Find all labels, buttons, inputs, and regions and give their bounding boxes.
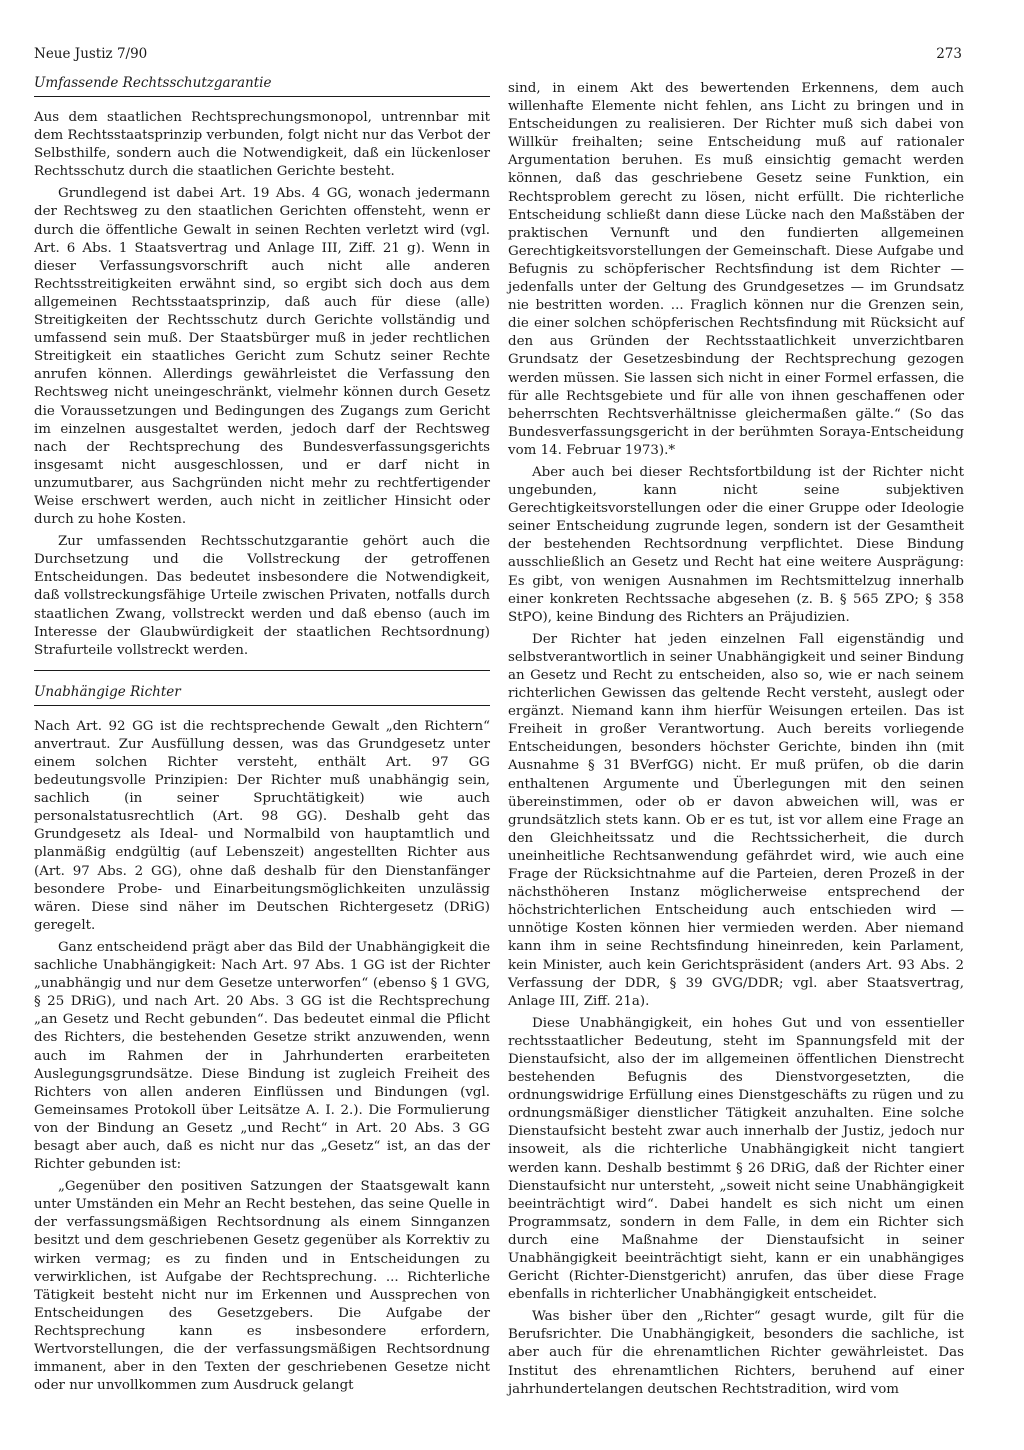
- block-quote: „Gegenüber den positiven Satzungen der Staatsgewalt kann unter Umständen ein Mehr an Recht bestehen, das seine Quelle in der verfassungsmäßigen Rechtsordnung als einem Sinnganzen besitzt und dem geschriebenen Gesetz gegenüber als Korrektiv zu wirken vermag; es zu finden und in Entscheidungen zu verwirklichen, ist Aufgabe der Rechtsprechung. ... Richterliche Tätigkeit besteht nicht nur im Erkennen und Aussprechen von Entscheidungen des Gesetzgebers. Die Aufgabe der Rechtsprechung kann es insbesondere erfordern, Wertvorstellungen, die der verfassungsmäßigen Rechtsordnung immanent, aber in den Texten der geschriebenen Gesetze nicht oder nur unvollkommen zum Ausdruck gelangt: [34, 1179, 490, 1394]
- page-header: [34, 46, 962, 62]
- paragraph: Ganz entscheidend prägt aber das Bild der Unabhängigkeit die sachliche Unabhängigkeit: Nach Art. 97 Abs. 1 GG ist der Richter „unabhängig und nur dem Gesetze unterworfen“ (ebenso § 1 GVG, § 25 DRiG), und nach Art. 20 Abs. 3 GG ist die Rechtsprechung „an Gesetz und Recht gebunden“. Das bedeutet einmal die Pflicht des Richters, die bestehenden Gesetze strikt anzuwenden, wenn auch im Rahmen der in Jahrhunderten erarbeiteten Auslegungsgrundsätze. Diese Bindung ist zugleich Freiheit des Richters von allen anderen Einflüssen und Bindungen (vgl. Gemeinsames Protokoll über Leitsätze A. I. 2.). Die Formulierung von der Bindung an Gesetz „und Recht“ in Art. 20 Abs. 3 GG besagt aber auch, daß es nicht nur das „Gesetz“ ist, an das der Richter gebunden ist:: [34, 939, 490, 1173]
- paragraph: Zur umfassenden Rechtsschutzgarantie gehört auch die Durchsetzung und die Vollstreckung der getroffenen Entscheidungen. Das bedeutet insbesondere die Notwendigkeit, daß vollstreckungsfähige Urteile zwischen Privaten, notfalls durch staatlichen Zwang, vollstreckt werden und daß ebenso (auch im Interesse der Glaubwürdigkeit der staatlichen Rechtsordnung) Strafurteile vollstreckt werden.: [34, 534, 490, 658]
- section-heading-rechtsschutzgarantie: Umfassende Rechtsschutzgarantie: [34, 74, 490, 97]
- section-heading-unabhaengige-richter: Unabhängige Richter: [34, 670, 490, 706]
- paragraph: Diese Unabhängigkeit, ein hohes Gut und von essentieller rechtsstaatlicher Bedeutung, steht im Spannungsfeld mit der Dienstaufsicht, also der im allgemeinen öffentlichen Dienstrecht bestehenden Befugnis des Dienstvorgesetzten, die ordnungswidrige Erfüllung eines Dienstgeschäfts zu rügen und zu ordnungsmäßiger dienstlicher Tätigkeit anzuhalten. Eine solche Dienstaufsicht besteht zwar auch innerhalb der Justiz, jedoch nur insoweit, als die richterliche Unabhängigkeit nicht tangiert werden kann. Deshalb bestimmt § 26 DRiG, daß der Richter einer Dienstaufsicht nur untersteht, „soweit nicht seine Unabhängigkeit beeinträchtigt wird“. Dabei handelt es sich nicht um einen Programmsatz, sondern in dem Falle, in dem ein Richter sich durch eine Maßnahme der Dienstaufsicht in seiner Unabhängigkeit beeinträchtigt sieht, kann er ein unabhängiges Gericht (Richter-Dienstgericht) anrufen, das über diese Frage ebenfalls in richterlicher Unabhängigkeit entscheidet.: [508, 1015, 964, 1303]
- paragraph: Nach Art. 92 GG ist die rechtsprechende Gewalt „den Richtern“ anvertraut. Zur Ausfüllung dessen, was das Grundgesetz unter einem solchen Richter versteht, enthält Art. 97 GG bedeutungsvolle Prinzipien: Der Richter muß unabhängig sein, sachlich (in seiner Spruchtätigkeit) wie auch personalstatusrechtlich (Art. 98 GG). Deshalb geht das Grundgesetz als Ideal- und Normalbild von hauptamtlich und planmäßig endgültig (auf Lebenszeit) angestellten Richter aus (Art. 97 Abs. 2 GG), ohne daß deshalb für den Dienstanfänger besondere Probe- und Einarbeitungsmöglichkeiten unzulässig wären. Diese sind näher im Deutschen Richtergesetz (DRiG) geregelt.: [34, 718, 490, 933]
- paragraph: Grundlegend ist dabei Art. 19 Abs. 4 GG, wonach jedermann der Rechtsweg zu den staatlichen Gerichten offensteht, wenn er durch die öffentliche Gewalt in seinen Rechten verletzt wird (vgl. Art. 6 Abs. 1 Staatsvertrag und Anlage III, Ziff. 21 g). Wenn in dieser Verfassungsvorschrift auch nicht alle anderen Rechtsstreitigkeiten erwähnt sind, so ergibt sich doch aus dem allgemeinen Rechtsstaatsprinzip, daß auch für diese (alle) Streitigkeiten der Rechtsschutz durch Gerichte vollständig und umfassend sein muß. Der Staatsbürger muß in jeder rechtlichen Streitigkeit ein staatliches Gericht zum Schutz seiner Rechte anrufen können. Allerdings gewährleistet die Verfassung den Rechtsweg nicht uneingeschränkt, vielmehr können durch Gesetz die Voraussetzungen und Bedingungen des Zugangs zum Gericht im einzelnen ausgestaltet werden, jedoch darf der Rechtsweg nach der Rechtsprechung des Bundesverfassungsgerichts insgesamt nicht ausgeschlossen, und er darf nicht in unzumutbarer, aus Sachgründen nicht mehr zu rechtfertigender Weise erschwert werden, auch nicht in zeitlicher Hinsicht oder durch zu hohe Kosten.: [34, 186, 490, 528]
- paragraph: Was bisher über den „Richter“ gesagt wurde, gilt für die Berufsrichter. Die Unabhängigkeit, besonders die sachliche, ist aber auch für die ehrenamtlichen Richter gewährleistet. Das Institut des ehrenamtlichen Richters, beruhend auf einer jahrhundertelangen deutschen Rechtstradition, wird vom: [508, 1309, 964, 1397]
- right-column: [508, 80, 964, 1403]
- paragraph: Der Richter hat jeden einzelnen Fall eigenständig und selbstverantwortlich in seiner Unabhängigkeit und seiner Bindung an Gesetz und Recht zu entscheiden, also so, wie er nach seinem richterlichen Gewissen das geltende Recht versteht, auslegt oder ergänzt. Niemand kann ihm hierfür Weisungen erteilen. Das ist Freiheit in großer Verantwortung. Auch bereits vorliegende Entscheidungen, besonders höchster Gerichte, binden ihn (mit Ausnahme § 31 BVerfGG) nicht. Er muß prüfen, ob die darin enthaltenen Argumente und Überlegungen mit den seinen übereinstimmen, oder ob er davon abweichen will, was er grundsätzlich stets kann. Ob er es tut, ist vor allem eine Frage an den Gleichheitssatz und die Rechtssicherheit, die durch uneinheitliche Rechtsanwendung gefährdet wird, wie auch eine Frage der Rücksichtnahme auf die Parteien, deren Prozeß in der nächsthöheren Instanz möglicherweise entsprechend der höchstrichterlichen Entscheidung auch entschieden wird — unnötige Kosten können hier vermieden werden. Aber niemand kann ihm in seine Rechtsfindung hineinreden, kein Parlament, kein Minister, auch kein Gerichtspräsident (anders Art. 93 Abs. 2 Verfassung der DDR, § 39 GVG/DDR; vgl. aber Staatsvertrag, Anlage III, Ziff. 21a).: [508, 631, 964, 1009]
- journal-title: Neue Justiz 7/90: [34, 46, 148, 62]
- page-number: 273: [936, 46, 962, 62]
- left-column: [34, 74, 490, 1399]
- paragraph: Aber auch bei dieser Rechtsfortbildung ist der Richter nicht ungebunden, kann nicht seine subjektiven Gerechtigkeitsvorstellungen oder die einer Gruppe oder Ideologie seiner Entscheidung zugrunde legen, sondern ist der Gesamtheit der bestehenden Rechtsordnung verpflichtet. Diese Bindung ausschließlich an Gesetz und Recht hat eine weitere Ausprägung: Es gibt, von wenigen Ausnahmen im Rechtsmittelzug innerhalb einer konkreten Rechtssache abgesehen (z. B. § 565 ZPO; § 358 StPO), keine Bindung des Richters an Präjudizien.: [508, 464, 964, 625]
- paragraph: Aus dem staatlichen Rechtsprechungsmonopol, untrennbar mit dem Rechtsstaatsprinzip verbunden, folgt nicht nur das Verbot der Selbsthilfe, sondern auch die Notwendigkeit, daß ein lückenloser Rechtsschutz durch die staatlichen Gerichte besteht.: [34, 110, 490, 180]
- paragraph: sind, in einem Akt des bewertenden Erkennens, dem auch willenhafte Elemente nicht fehlen, ans Licht zu bringen und in Entscheidungen zu realisieren. Der Richter muß sich dabei von Willkür freihalten; seine Entscheidung muß auf rationaler Argumentation beruhen. Es muß einsichtig gemacht werden können, daß das geschriebene Gesetz seine Funktion, ein Rechtsproblem gerecht zu lösen, nicht erfüllt. Die richterliche Entscheidung schließt dann diese Lücke nach den Maßstäben der praktischen Vernunft und den fundierten allgemeinen Gerechtigkeitsvorstellungen der Gemeinschaft. Diese Aufgabe und Befugnis zu schöpferischer Rechtsfindung ist dem Richter — jedenfalls unter der Geltung des Grundgesetzes — im Grundsatz nie bestritten worden. ... Fraglich können nur die Grenzen sein, die einer solchen schöpferischen Rechtsfindung mit Rücksicht auf den aus Gründen der Rechtsstaatlichkeit unverzichtbaren Grundsatz der Gesetzesbindung der Rechtsprechung gezogen werden müssen. Sie lassen sich nicht in einer Formel erfassen, die für alle Rechtsgebiete und für alle von ihnen geschaffenen oder beherrschten Rechtsverhältnisse gleichermaßen gälte.“ (So das Bundesverfassungsgericht in der berühmten Soraya-Entscheidung vom 14. Februar 1973).*: [508, 81, 964, 458]
